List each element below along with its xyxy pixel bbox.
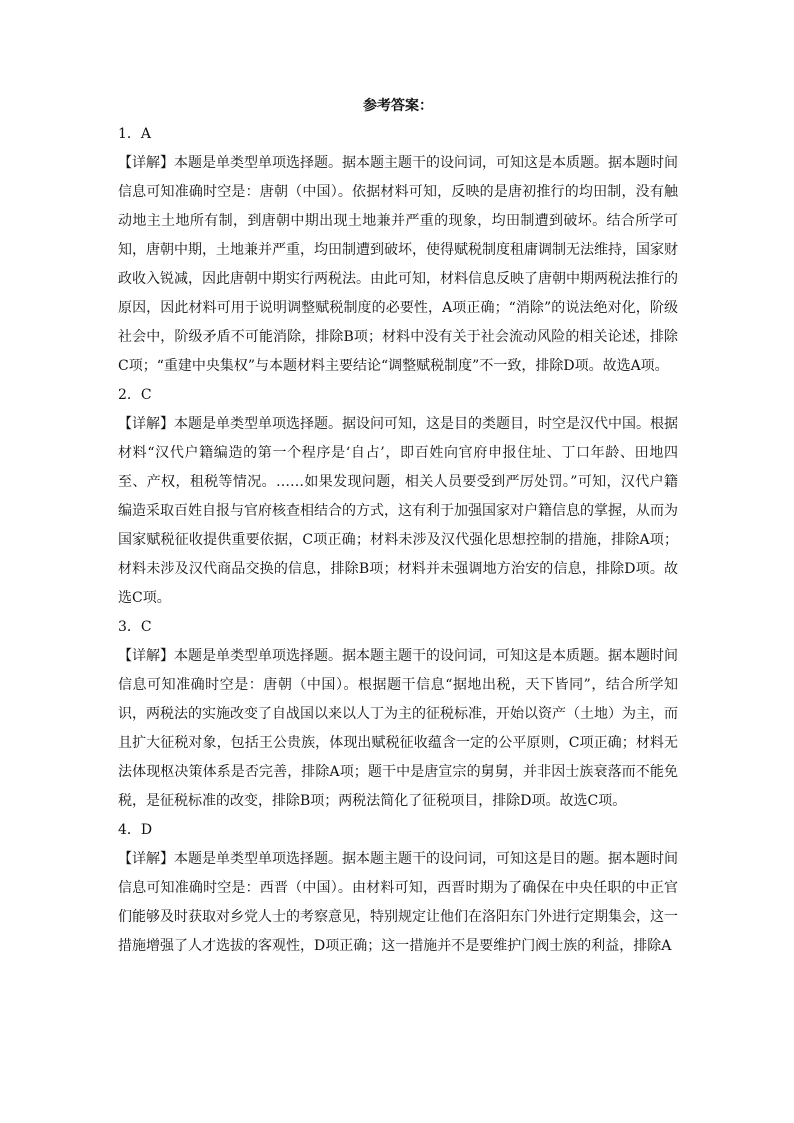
explanation-text: 本题是单类型单项选择题。据本题主题干的设问词，可知这是目的题。据本题时间信息可知准确时空是：西晋（中国）。由材料可知，西晋时期为了确保在中央任职的中正官们能够及时获取对乡党人士的考察意见，特别规定让他们在洛阳东门外进行定期集会，这一措施增强了人才选拔的客观性，D项正确；这一措施并不是要维护门阀士族的利益，排除A [118, 851, 678, 954]
answer-number: 1．A [118, 126, 152, 142]
answer-sheet [118, 92, 678, 961]
explanation-tag: 【详解】 [118, 155, 174, 171]
explanation-text: 本题是单类型单项选择题。据设问可知，这是目的类题目，时空是汉代中国。根据材料“汉代户籍编造的第一个程序是‘自占’，即百姓向官府申报住址、丁口年龄、田地四至、产权，租税等情况。……如果发现问题，相关人员要受到严厉处罚。”可知，汉代户籍编造采取百姓自报与官府核查相结合的方式，这有利于加强国家对户籍信息的掌握，从而为国家赋税征收提供重要依据，C项正确；材料未涉及汉代强化思想控制的措施，排除A项；材料未涉及汉代商品交换的信息，排除B项；材料并未强调地方治安的信息，排除D项。故选C项。 [118, 416, 678, 606]
answer-explanation [118, 410, 678, 613]
explanation-text: 本题是单类型单项选择题。据本题主题干的设问词，可知这是本质题。据本题时间信息可知准确时空是：唐朝（中国）。根据题干信息“据地出税，天下皆同”，结合所学知识，两税法的实施改变了自战国以来以人丁为主的征税标准，开始以资产（土地）为主，而且扩大征税对象，包括王公贵族，体现出赋税征收蕴含一定的公平原则，C项正确；材料无法体现枢决策体系是否完善，排除A项；题干中是唐宣宗的舅舅，并非因士族衰落而不能免税，是征税标准的改变，排除B项；两税法简化了征税项目，排除D项。故选C项。 [118, 648, 678, 809]
answer-block-4 [118, 816, 678, 961]
explanation-tag: 【详解】 [118, 851, 174, 867]
answer-explanation [118, 642, 678, 816]
answer-block-2 [118, 381, 678, 613]
explanation-text: 本题是单类型单项选择题。据本题主题干的设问词，可知这是本质题。据本题时间信息可知准确时空是：唐朝（中国）。依据材料可知，反映的是唐初推行的均田制，没有触动地主土地所有制，到唐朝中期出现土地兼并严重的现象，均田制遭到破坏。结合所学可知，唐朝中期，土地兼并严重，均田制遭到破坏，使得赋税制度租庸调制无法维持，国家财政收入锐减，因此唐朝中期实行两税法。由此可知，材料信息反映了唐朝中期两税法推行的原因，因此材料可用于说明调整赋税制度的必要性，A项正确；“消除”的说法绝对化，阶级社会中，阶级矛盾不可能消除，排除B项；材料中没有关于社会流动风险的相关论述，排除C项；“重建中央集权”与本题材料主要结论“调整赋税制度”不一致，排除D项。故选A项。 [118, 155, 678, 374]
answer-block-1 [118, 120, 678, 381]
answer-block-3 [118, 613, 678, 816]
answer-number: 3．C [118, 619, 152, 635]
explanation-tag: 【详解】 [118, 416, 174, 432]
answer-number: 4．D [118, 822, 153, 838]
page-title: 参考答案： [363, 98, 433, 114]
answer-explanation [118, 149, 678, 381]
answer-number: 2．C [118, 387, 152, 403]
explanation-tag: 【详解】 [118, 648, 174, 664]
answer-explanation [118, 845, 678, 961]
